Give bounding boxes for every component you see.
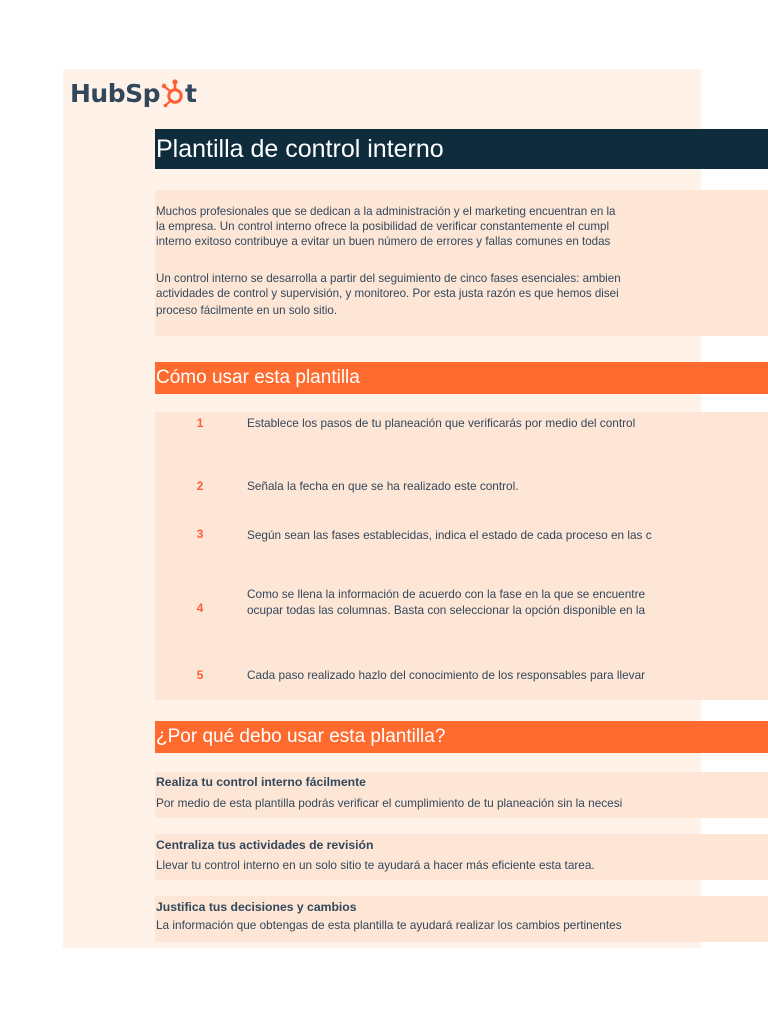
how-to-steps (155, 412, 768, 700)
intro-block (155, 190, 768, 336)
step-number: 5 (196, 668, 204, 682)
step-text: Según sean las fases establecidas, indica el estado de cada proceso en las c (247, 528, 652, 542)
why-item-text: Llevar tu control interno en un solo sitio te ayudará a hacer más eficiente esta tarea. (156, 858, 595, 872)
why-item-title: Justifica tus decisiones y cambios (156, 900, 357, 914)
intro-line: Un control interno se desarrolla a partir del seguimiento de cinco fases esenciales: ambien (156, 272, 621, 285)
step-number: 3 (196, 527, 204, 541)
why-item-text: La información que obtengas de esta plantilla te ayudará realizar los cambios pertinentes (156, 918, 622, 932)
page-title: Plantilla de control interno (155, 129, 768, 169)
step-text: Establece los pasos de tu planeación que verificarás por medio del control (247, 416, 636, 430)
intro-line: la empresa. Un control interno ofrece la posibilidad de verificar constantemente el cumpl (156, 220, 610, 233)
why-heading: ¿Por qué debo usar esta plantilla? (155, 721, 768, 753)
hubspot-logo (70, 76, 196, 110)
step-number: 4 (196, 601, 204, 615)
intro-line: actividades de control y supervisión, y monitoreo. Por esta justa razón es que hemos disei (156, 287, 619, 300)
how-to-heading: Cómo usar esta plantilla (155, 362, 768, 394)
why-item-title: Realiza tu control interno fácilmente (156, 775, 366, 789)
why-item-title: Centraliza tus actividades de revisión (156, 838, 374, 852)
step-text: Señala la fecha en que se ha realizado este control. (247, 479, 519, 493)
hubspot-sprocket-icon (161, 78, 185, 108)
logo-text-end: t (185, 78, 197, 108)
intro-line: Muchos profesionales que se dedican a la administración y el marketing encuentran en la (156, 205, 616, 218)
step-number: 1 (196, 416, 204, 430)
step-number: 2 (196, 479, 204, 493)
intro-line: proceso fácilmente en un solo sitio. (156, 304, 338, 317)
why-section (155, 772, 768, 942)
why-item-text: Por medio de esta plantilla podrás verificar el cumplimiento de tu planeación sin la necesi (156, 796, 623, 810)
step-text: Como se llena la información de acuerdo con la fase en la que se encuentre (247, 587, 646, 601)
intro-line: interno exitoso contribuye a evitar un buen número de errores y fallas comunes en todas (156, 235, 611, 248)
step-text: ocupar todas las columnas. Basta con seleccionar la opción disponible en la (247, 603, 646, 617)
logo-text-start: HubSp (70, 78, 161, 108)
step-text: Cada paso realizado hazlo del conocimiento de los responsables para llevar (247, 668, 646, 682)
